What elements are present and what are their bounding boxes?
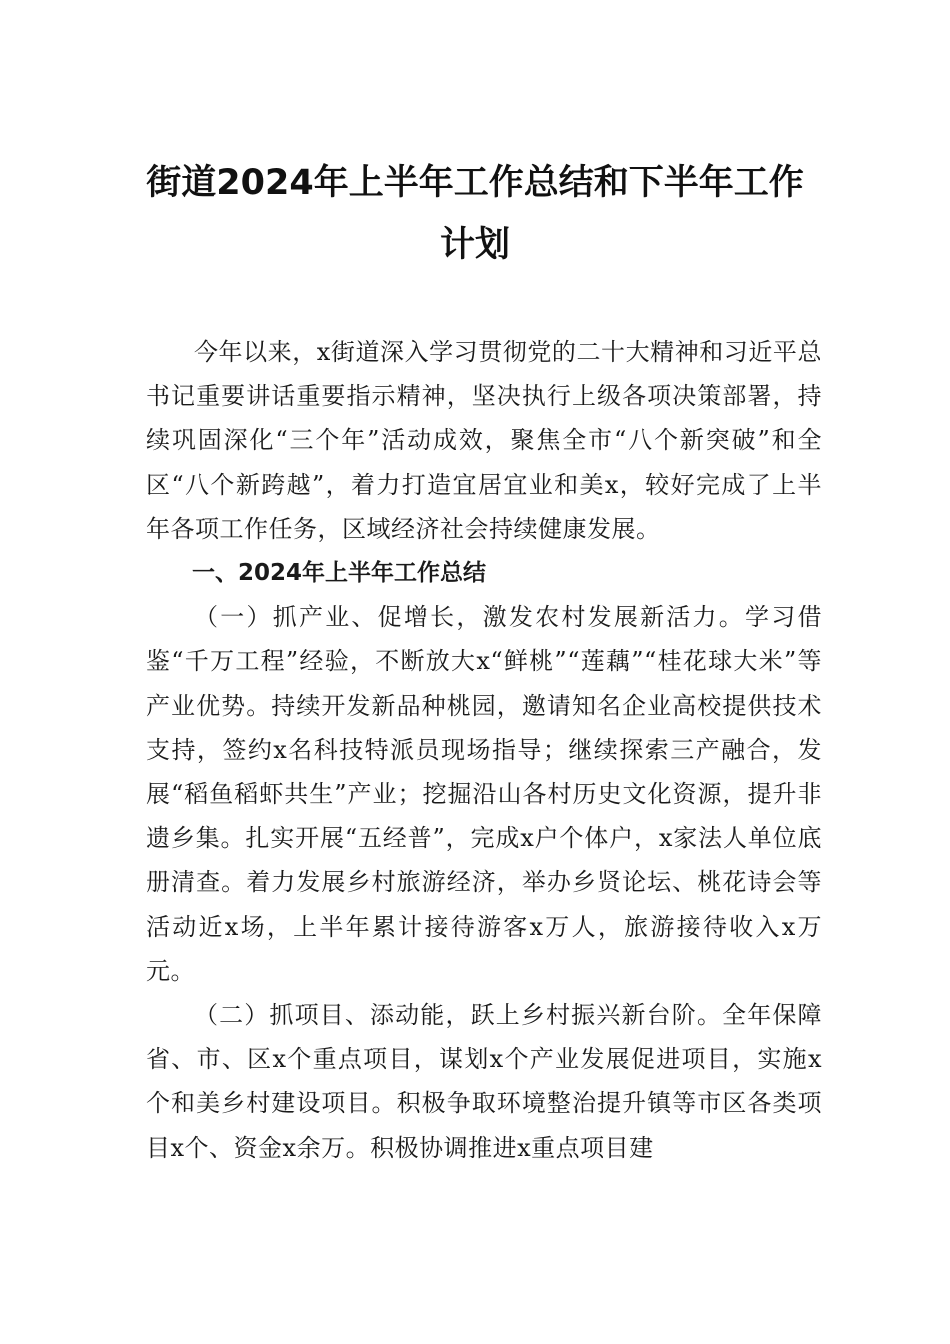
intro-paragraph: 今年以来，x街道深入学习贯彻党的二十大精神和习近平总书记重要讲话重要指示精神，坚决执行上级各项决策部署，持续巩固深化“三个年”活动成效，聚焦全市“八个新突破”和全区“八个新跨越”，着力打造宜居宜业和美x，较好完成了上半年各项工作任务，区域经济社会持续健康发展。	[146, 338, 822, 543]
section-heading: 一、2024年上半年工作总结	[192, 560, 487, 587]
section-paragraph-industry: （一）抓产业、促增长，激发农村发展新活力。学习借鉴“千万工程”经验，不断放大x“鲜桃”“莲藕”“桂花球大米”等产业优势。持续开发新品种桃园，邀请知名企业高校提供技术支持，签约x名科技特派员现场指导；继续探索三产融合，发展“稻鱼稻虾共生”产业；挖掘沿山各村历史文化资源，提升非遗乡集。扎实开展“五经普”，完成x户个体户，x家法人单位底册清查。着力发展乡村旅游经济，举办乡贤论坛、桃花诗会等活动近x场，上半年累计接待游客x万人，旅游接待收入x万元。	[146, 603, 822, 985]
document-title: 街道2024年上半年工作总结和下半年工作计划	[146, 163, 804, 265]
section-paragraph-projects: （二）抓项目、添动能，跃上乡村振兴新台阶。全年保障省、市、区x个重点项目，谋划x个产业发展促进项目，实施x个和美乡村建设项目。积极争取环境整治提升镇等市区各类项目x个、资金x余万。积极协调推进x重点项目建	[146, 1001, 822, 1162]
document-body	[146, 330, 822, 1170]
